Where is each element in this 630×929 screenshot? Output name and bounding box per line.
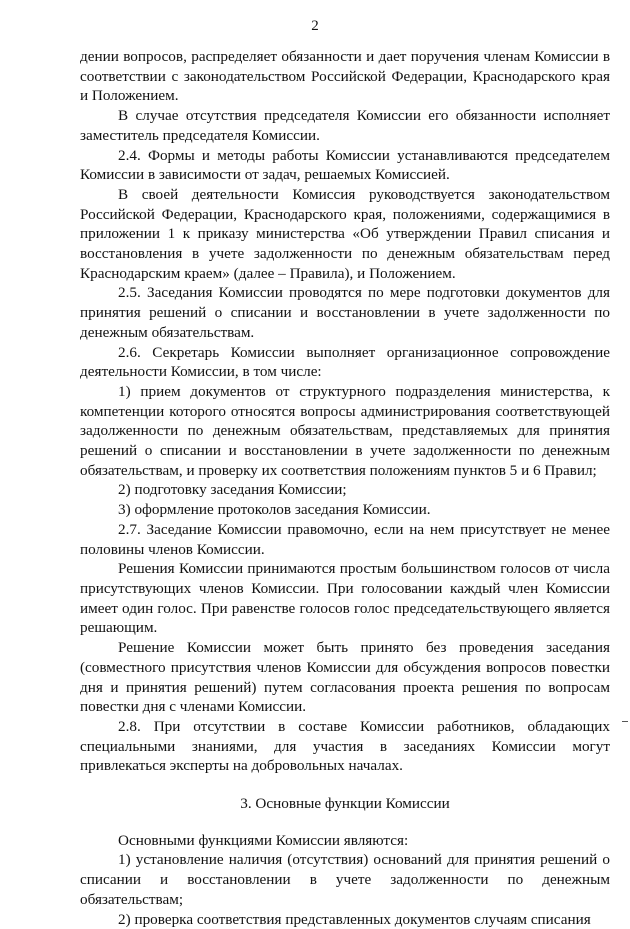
section-heading: 3. Основные функции Комиссии <box>240 795 450 813</box>
paragraph: 2.7. Заседание Комиссии правомочно, если на нем присутствует не менее половины членов Комиссии. <box>80 520 610 558</box>
paragraph: Основными функциями Комиссии являются: <box>118 831 409 849</box>
paragraph: 1) установление наличия (отсутствия) оснований для принятия решений о списании и восстановлении в учете задолженности по денежным обязательствам; <box>80 851 610 908</box>
paragraph: В своей деятельности Комиссия руководствуется законодательством Российской Федерации, Краснодарского края, положениями, содержащимися в приложении 1 к приказу министерства «Об утверждении Правил списания и восстановления в учете задолженности по денежным обязательствам перед Краснодарским краем» (далее – Правила), и Положением. <box>80 185 610 282</box>
page-number: 2 <box>311 18 319 34</box>
paragraph: 1) прием документов от структурного подразделения министерства, к компетенции которого относятся вопросы администрирования соответствующей задолженности по денежным обязательствам, представляемых для принятия решений о списании и восстановлении в учете задолженности по денежным обязательствам, и проверку их соответствия положениям пунктов 5 и 6 Правил; <box>80 382 610 479</box>
paragraph: 3) оформление протоколов заседания Комиссии. <box>118 501 431 519</box>
paragraph: Решение Комиссии может быть принято без проведения заседания (совместного присутствия членов Комиссии для обсуждения вопросов повестки дня и принятия решений) путем согласования проекта решения по вопросам повестки дня с членами Комиссии. <box>80 639 610 716</box>
section-2-continued <box>80 47 610 776</box>
paragraph: 2.8. При отсутствии в составе Комиссии работников, обладающих специальными знаниями, для участия в заседаниях Комиссии могут привлекаться эксперты на добровольных началах. <box>80 717 610 775</box>
paragraph: В случае отсутствия председателя Комиссии его обязанности исполняет заместитель председателя Комиссии. <box>80 107 610 144</box>
paragraph: 2.6. Секретарь Комиссии выполняет организационное сопровождение деятельности Комиссии, в том числе: <box>80 343 610 381</box>
margin-mark <box>622 721 628 722</box>
paragraph: Решения Комиссии принимаются простым большинством голосов от числа присутствующих членов Комиссии. При голосовании каждый член Комиссии имеет один голос. При равенстве голосов голос председательствующего является решающим. <box>80 560 610 637</box>
section-3 <box>80 831 610 929</box>
paragraph: 2.4. Формы и методы работы Комиссии устанавливаются председателем Комиссии в зависимости от задач, решаемых Комиссией. <box>80 146 610 184</box>
paragraph: 2) подготовку заседания Комиссии; <box>118 481 347 499</box>
paragraph: дении вопросов, распределяет обязанности и дает поручения членам Комиссии в соответствии с законодательством Российской Федерации, Краснодарского края и Положением. <box>80 48 610 105</box>
paragraph: 2.5. Заседания Комиссии проводятся по мере подготовки документов для принятия решений о списании и восстановлении в учете задолженности по денежным обязательствам. <box>80 284 610 341</box>
paragraph: 2) проверка соответствия представленных документов случаям списания <box>118 910 591 928</box>
document-body <box>80 47 610 929</box>
